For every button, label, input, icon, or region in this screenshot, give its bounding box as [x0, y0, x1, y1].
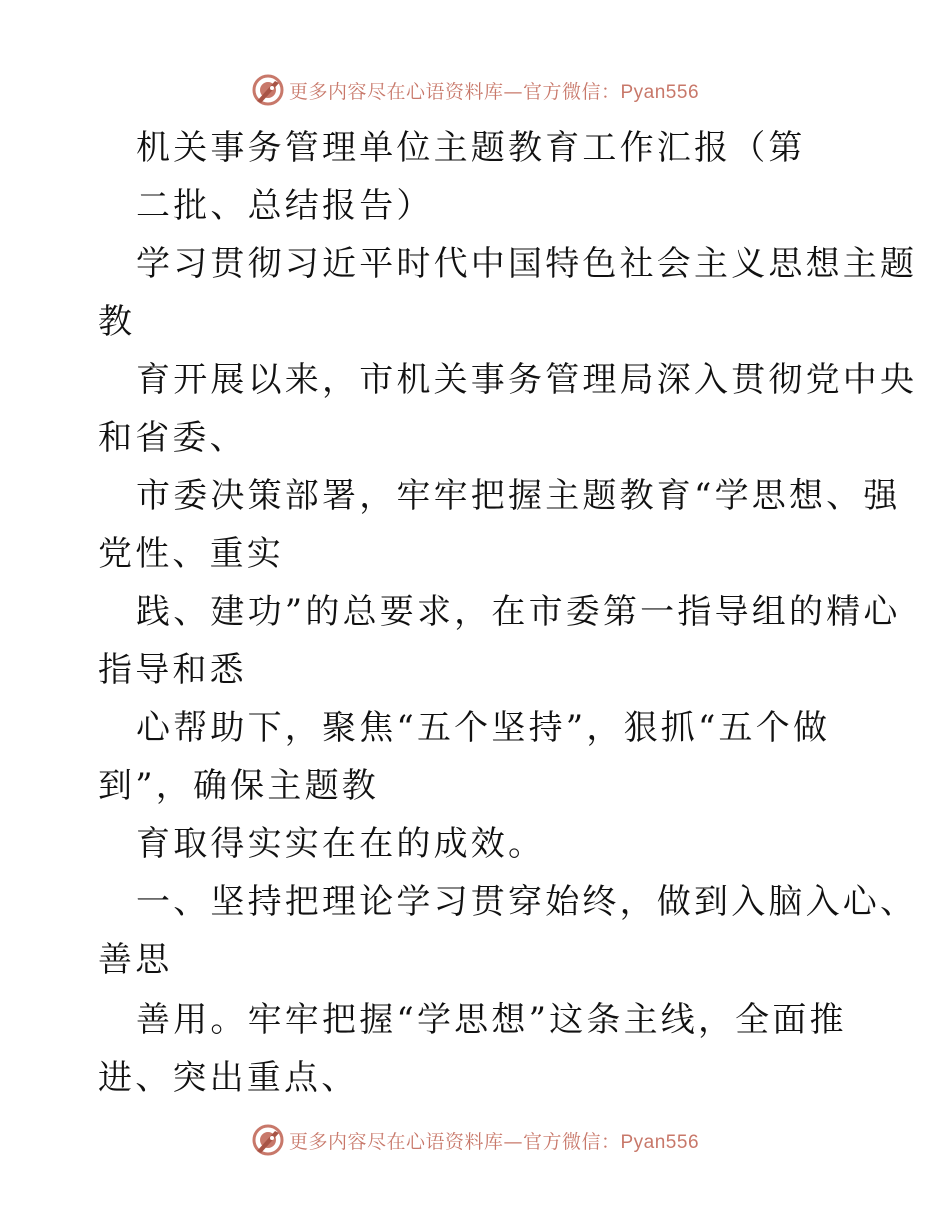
doc-line-12: 到”，确保主题教	[98, 766, 379, 806]
doc-line-8: 党性、重实	[98, 534, 284, 574]
footer-banner-wechat-id: Pyan556	[620, 1131, 700, 1153]
header-watermark-banner	[0, 68, 950, 112]
doc-line-7: 市委决策部署，牢牢把握主题教育“学思想、强	[136, 476, 901, 516]
doc-line-4: 教	[98, 302, 136, 342]
doc-line-15: 善思	[98, 940, 173, 980]
header-banner-text	[289, 77, 699, 104]
footer-banner-text	[289, 1127, 699, 1154]
header-banner-wechat-label: 官方微信：	[522, 80, 621, 103]
doc-line-9: 践、建功”的总要求，在市委第一指导组的精心	[136, 592, 901, 632]
pen-logo-icon	[251, 73, 285, 107]
doc-line-14: 一、坚持把理论学习贯穿始终，做到入脑入心、	[136, 882, 918, 922]
footer-banner-title: 更多内容尽在心语资料库	[288, 1130, 504, 1153]
doc-line-2: 二批、总结报告）	[136, 186, 434, 226]
doc-line-13: 育取得实实在在的成效。	[136, 824, 546, 864]
header-banner-wechat-id: Pyan556	[620, 81, 700, 103]
doc-line-10: 指导和悉	[98, 650, 247, 690]
pen-logo-icon	[251, 1123, 285, 1157]
footer-banner-wechat-label: 官方微信：	[522, 1130, 621, 1153]
doc-line-17: 进、突出重点、	[98, 1058, 359, 1098]
footer-watermark-banner	[0, 1118, 950, 1162]
header-banner-separator: —	[503, 80, 523, 103]
doc-line-6: 和省委、	[98, 418, 247, 458]
doc-line-11: 心帮助下，聚焦“五个坚持”，狠抓“五个做	[136, 708, 831, 748]
footer-banner-separator: —	[503, 1130, 523, 1153]
doc-line-16: 善用。牢牢把握“学思想”这条主线，全面推	[136, 1000, 847, 1040]
doc-line-1: 机关事务管理单位主题教育工作汇报（第	[136, 128, 806, 168]
header-banner-title: 更多内容尽在心语资料库	[288, 80, 504, 103]
doc-line-5: 育开展以来，市机关事务管理局深入贯彻党中央	[136, 360, 918, 400]
doc-line-3: 学习贯彻习近平时代中国特色社会主义思想主题	[136, 244, 918, 284]
